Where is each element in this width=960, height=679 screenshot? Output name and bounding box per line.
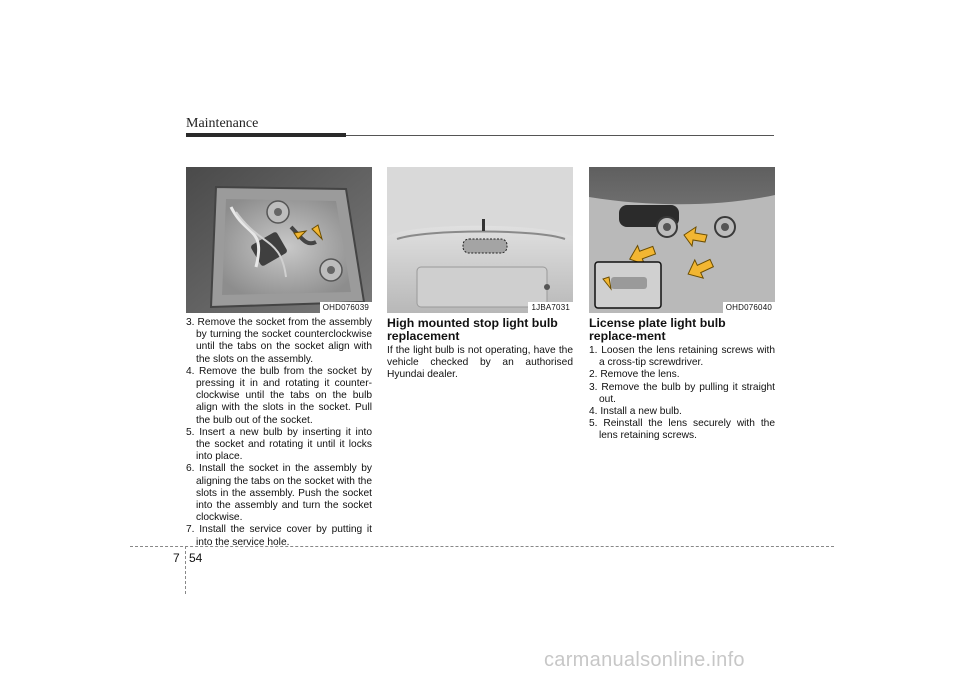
header-rule-accent xyxy=(186,133,346,137)
step-item: 5. Insert a new bulb by inserting it into the socket and rotating it until it locks into place. xyxy=(186,426,372,463)
middle-column xyxy=(387,317,573,382)
step-item: 2. Remove the lens. xyxy=(589,369,680,381)
watermark: carmanualsonline.info xyxy=(544,649,745,671)
page-number: 54 xyxy=(189,551,203,565)
step-item: 1. Loosen the lens retaining screws with a cross-tip screwdriver. xyxy=(589,345,775,369)
figure-rear-lamp-socket xyxy=(186,167,372,313)
section-heading: License plate light bulb replace-ment xyxy=(589,316,726,343)
rear-lamp-socket-illustration xyxy=(186,167,372,313)
figure-code: OHD076039 xyxy=(320,302,372,313)
footer-rule xyxy=(130,546,834,547)
socket-steps-list xyxy=(186,317,372,549)
body-text: If the light bulb is not operating, have the vehicle checked by an authorised Hyundai dealer. xyxy=(387,345,573,381)
high-mounted-stop-light-illustration xyxy=(387,167,573,313)
step-item: 6. Install the socket in the assembly by aligning the tabs on the socket with the slots in the assembly. Push the socket into the assembly and turn the socket clockwise. xyxy=(186,463,372,524)
footer-divider xyxy=(185,546,186,594)
right-column xyxy=(589,317,775,443)
figure-code: OHD076040 xyxy=(723,302,775,313)
left-column xyxy=(186,317,372,549)
chapter-number: 7 xyxy=(173,551,180,565)
section-heading: High mounted stop light bulb replacement xyxy=(387,316,558,343)
step-item: 4. Install a new bulb. xyxy=(589,406,682,418)
section-title: Maintenance xyxy=(186,116,259,131)
license-plate-light-illustration xyxy=(589,167,775,313)
license-steps-list xyxy=(589,345,775,443)
step-item: 7. Install the service cover by putting it into the service hole. xyxy=(186,524,372,548)
step-item: 5. Reinstall the lens securely with the lens retaining screws. xyxy=(589,418,775,442)
step-item: 3. Remove the bulb by pulling it straight out. xyxy=(589,381,775,405)
step-item: 3. Remove the socket from the assembly by turning the socket counterclockwise until the tabs on the socket align with the slots on the assembly. xyxy=(186,317,372,365)
figure-high-mounted-stop-light xyxy=(387,167,573,313)
figure-license-plate-light xyxy=(589,167,775,313)
figure-code: 1JBA7031 xyxy=(528,302,573,313)
step-item: 4. Remove the bulb from the socket by pressing it in and rotating it counter-clockwise until the tabs on the bulb align with the slots in the socket. Pull the bulb out of the socket. xyxy=(186,365,372,426)
